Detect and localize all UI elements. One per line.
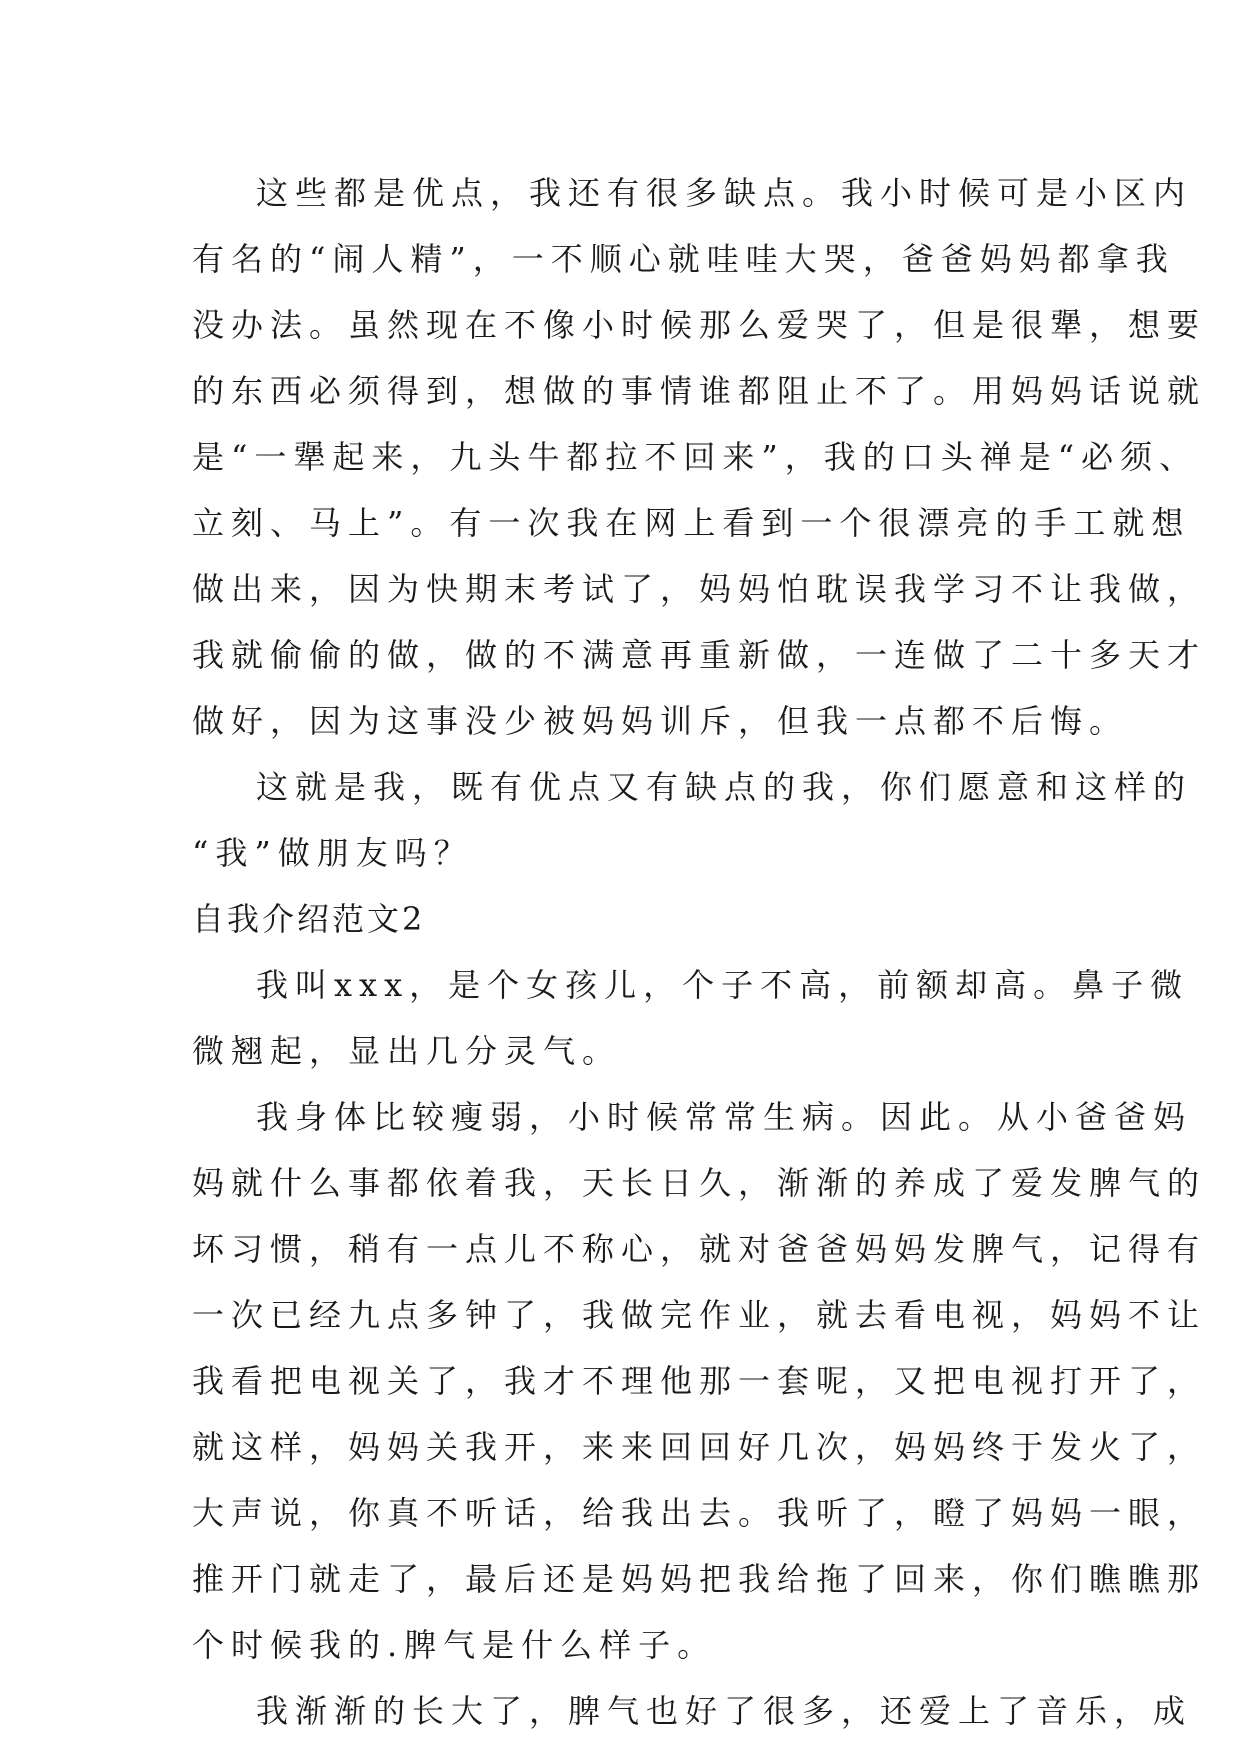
section-heading: 自我介绍范文2	[192, 900, 426, 938]
text-line: 这就是我，既有优点又有缺点的我，你们愿意和这样的	[256, 768, 1193, 806]
text-line: 有名的“闹人精”，一不顺心就哇哇大哭，爸爸妈妈都拿我	[192, 240, 1175, 278]
text-line: 大声说，你真不听话，给我出去。我听了，瞪了妈妈一眼，	[192, 1494, 1207, 1532]
text-line: 立刻、马上”。有一次我在网上看到一个很漂亮的手工就想	[192, 504, 1191, 542]
text-line: 是“一犟起来，九头牛都拉不回来”，我的口头禅是“必须、	[192, 438, 1199, 476]
text-line: 个时候我的.脾气是什么样子。	[192, 1626, 717, 1664]
text-line: 做出来，因为快期末考试了，妈妈怕耽误我学习不让我做，	[192, 570, 1207, 608]
text-line: 坏习惯，稍有一点儿不称心，就对爸爸妈妈发脾气，记得有	[192, 1230, 1207, 1268]
text-line: 妈就什么事都依着我，天长日久，渐渐的养成了爱发脾气的	[192, 1164, 1207, 1202]
document-body	[192, 160, 1207, 1744]
text-line: 我渐渐的长大了，脾气也好了很多，还爱上了音乐，成	[256, 1692, 1193, 1730]
text-line: 一次已经九点多钟了，我做完作业，就去看电视，妈妈不让	[192, 1296, 1207, 1334]
text-line: 推开门就走了，最后还是妈妈把我给拖了回来，你们瞧瞧那	[192, 1560, 1207, 1598]
text-line: 微翘起，显出几分灵气。	[192, 1032, 622, 1070]
text-line: 做好，因为这事没少被妈妈训斥，但我一点都不后悔。	[192, 702, 1129, 740]
text-line: 我叫xxx，是个女孩儿，个子不高，前额却高。鼻子微	[256, 966, 1190, 1004]
text-line: 我看把电视关了，我才不理他那一套呢，又把电视打开了，	[192, 1362, 1207, 1400]
text-line: “我”做朋友吗？	[192, 834, 473, 872]
text-line: 就这样，妈妈关我开，来来回回好几次，妈妈终于发火了，	[192, 1428, 1207, 1466]
text-line: 我就偷偷的做，做的不满意再重新做，一连做了二十多天才	[192, 636, 1207, 674]
text-line: 这些都是优点，我还有很多缺点。我小时候可是小区内	[256, 174, 1193, 212]
text-line: 的东西必须得到，想做的事情谁都阻止不了。用妈妈话说就	[192, 372, 1207, 410]
text-line: 没办法。虽然现在不像小时候那么爱哭了，但是很犟，想要	[192, 306, 1207, 344]
text-line: 我身体比较瘦弱，小时候常常生病。因此。从小爸爸妈	[256, 1098, 1193, 1136]
